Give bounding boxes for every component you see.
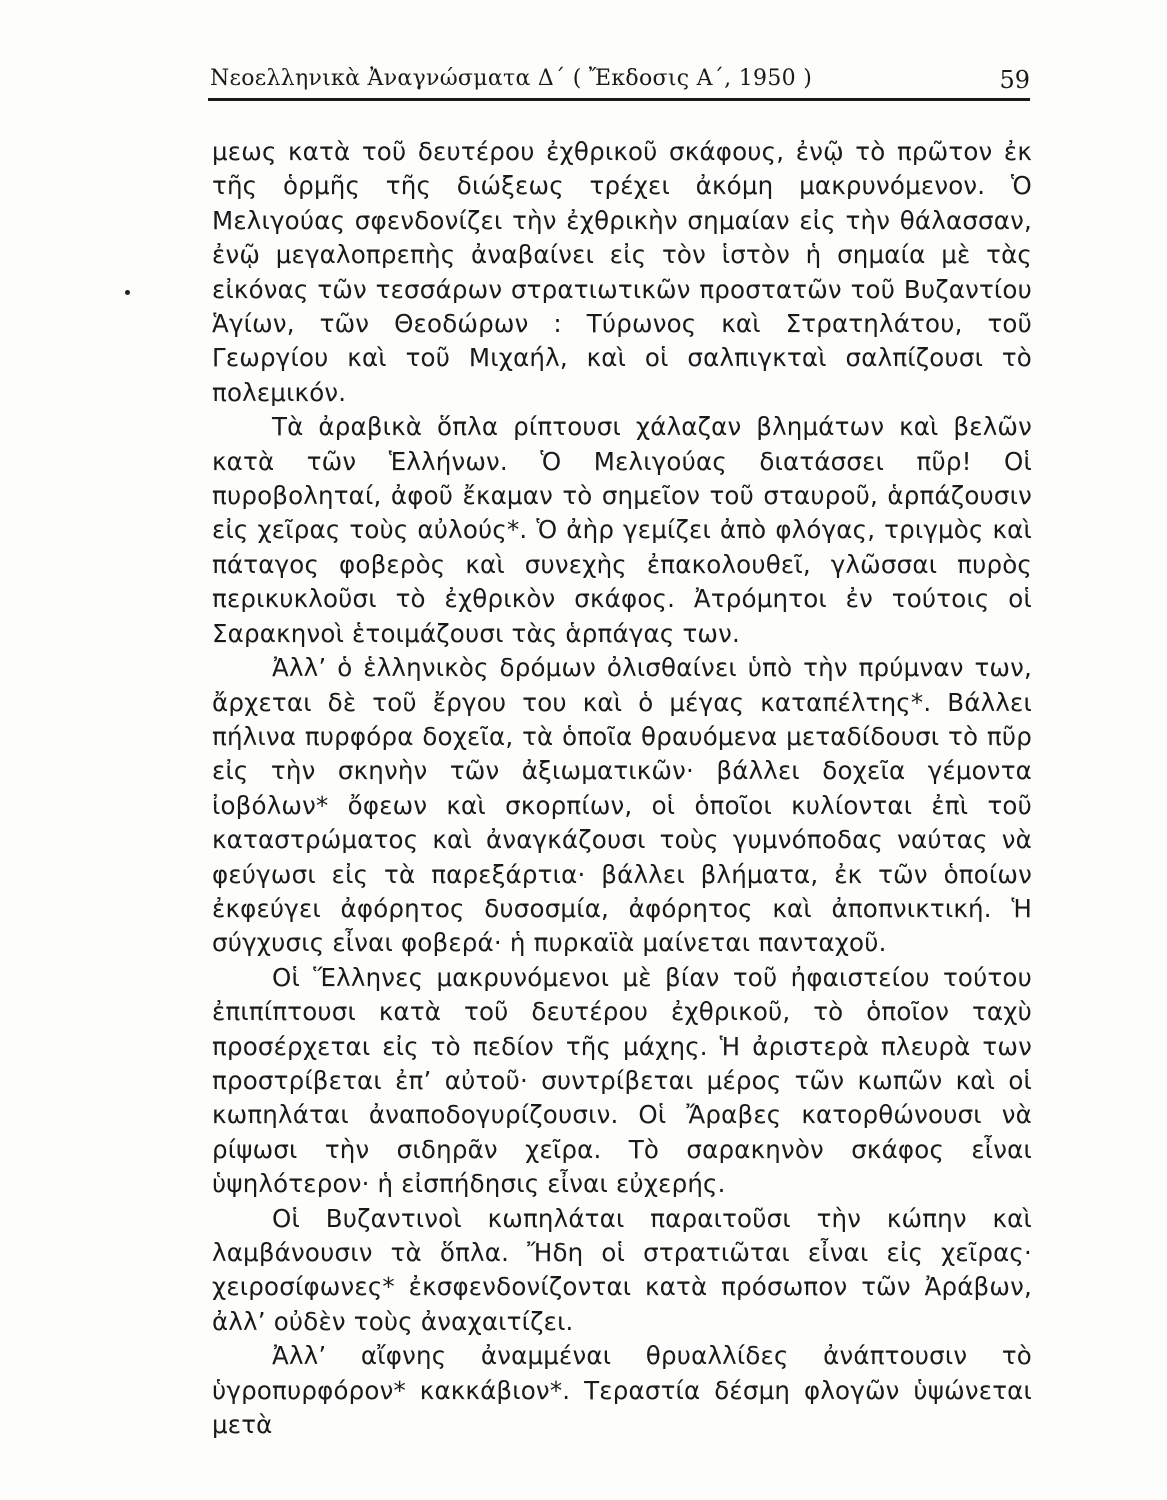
paragraph: Οἱ Βυζαντινοὶ κωπηλάται παραιτοῦσι τὴν κώπην καὶ λαμβάνουσιν τὰ ὅπλα. Ἤδη οἱ στρατιῶται εἶναι εἰς χεῖρας· χειροσίφωνες* ἐκσφενδονίζονται κατὰ πρόσωπον τῶν Ἀράβων, ἀλλ’ οὐδὲν τοὺς ἀναχαιτίζει.	[212, 1203, 1032, 1336]
page-number: 59	[999, 66, 1030, 94]
page-header	[210, 62, 1030, 98]
paragraph: μεως κατὰ τοῦ δευτέρου ἐχθρικοῦ σκάφους, ἐνῷ τὸ πρῶτον ἐκ τῆς ὁρμῆς τῆς διώξεως τρέχει ἀκόμη μακρυνόμενον. Ὁ Μελιγούας σφενδονίζει τὴν ἐχθρικὴν σημαίαν εἰς τὴν θάλασσαν, ἐνῷ μεγαλοπρεπὴς ἀναβαίνει εἰς τὸν ἱστὸν ἡ σημαία μὲ τὰς εἰκόνας τῶν τεσσάρων στρατιωτικῶν προστατῶν τοῦ Βυζαντίου Ἁγίων, τῶν Θεοδώρων : Τύρωνος καὶ Στρατηλάτου, τοῦ Γεωργίου καὶ τοῦ Μιχαήλ, καὶ οἱ σαλπιγκταὶ σαλπίζουσι τὸ πολεμικόν.	[212, 137, 1032, 407]
body-text	[212, 135, 1032, 1442]
paragraph: Οἱ Ἕλληνες μακρυνόμενοι μὲ βίαν τοῦ ἠφαιστείου τούτου ἐπιπίπτουσι κατὰ τοῦ δευτέρου ἐχθρικοῦ, τὸ ὁποῖον ταχὺ προσέρχεται εἰς τὸ πεδίον τῆς μάχης. Ἡ ἀριστερὰ πλευρὰ των προστρίβεται ἐπ’ αὐτοῦ· συντρίβεται μέρος τῶν κωπῶν καὶ οἱ κωπηλάται ἀναποδογυρίζουσιν. Οἱ Ἄραβες κατορθώνουσι νὰ ρίψωσι τὴν σιδηρᾶν χεῖρα. Τὸ σαρακηνὸν σκάφος εἶναι ὑψηλότερον· ἡ εἰσπήδησις εἶναι εὐχερής.	[212, 962, 1032, 1199]
paragraph: Ἀλλ’ αἴφνης ἀναμμέναι θρυαλλίδες ἀνάπτουσιν τὸ ὑγροπυρφόρον* κακκάβιον*. Τεραστία δέσμη φλογῶν ὑψώνεται μετὰ	[212, 1341, 1032, 1440]
paragraph: Τὰ ἀραβικὰ ὅπλα ρίπτουσι χάλαζαν βλημάτων καὶ βελῶν κατὰ τῶν Ἑλλήνων. Ὁ Μελιγούας διατάσσει πῦρ! Οἱ πυροβοληταί, ἀφοῦ ἔκαμαν τὸ σημεῖον τοῦ σταυροῦ, ἁρπάζουσιν εἰς χεῖρας τοὺς αὐλούς*. Ὁ ἀὴρ γεμίζει ἀπὸ φλόγας, τριγμὸς καὶ πάταγος φοβερὸς καὶ συνεχὴς ἐπακολουθεῖ, γλῶσσαι πυρὸς περικυκλοῦσι τὸ ἐχθρικὸν σκάφος. Ἀτρόμητοι ἐν τούτοις οἱ Σαρακηνοὶ ἑτοιμάζουσι τὰς ἁρπάγας των.	[212, 412, 1032, 648]
paragraph: Ἀλλ’ ὁ ἑλληνικὸς δρόμων ὀλισθαίνει ὑπὸ τὴν πρύμναν των, ἄρχεται δὲ τοῦ ἔργου του καὶ ὁ μέγας καταπέλτης*. Βάλλει πήλινα πυρφόρα δοχεῖα, τὰ ὁποῖα θραυόμενα μεταδίδουσι τὸ πῦρ εἰς τὴν σκηνὴν τῶν ἀξιωματικῶν· βάλλει δοχεῖα γέμοντα ἰοβόλων* ὄφεων καὶ σκορπίων, οἱ ὁποῖοι κυλίονται ἐπὶ τοῦ καταστρώματος καὶ ἀναγκάζουσι τοὺς γυμνόποδας ναύτας νὰ φεύγωσι εἰς τὰ παρεξάρτια· βάλλει βλήματα, ἐκ τῶν ὁποίων ἐκφεύγει ἀφόρητος δυσοσμία, ἀφόρητος καὶ ἀποπνικτική. Ἡ σύγχυσις εἶναι φοβερά· ἡ πυρκαϊὰ μαίνεται πανταχοῦ.	[212, 653, 1032, 958]
running-title: Νεοελληνικὰ Ἀναγνώσματα Δ΄ ( Ἔκδοσις Α΄, 1950 )	[210, 66, 813, 91]
margin-mark	[125, 290, 130, 295]
header-rule	[208, 98, 1030, 101]
